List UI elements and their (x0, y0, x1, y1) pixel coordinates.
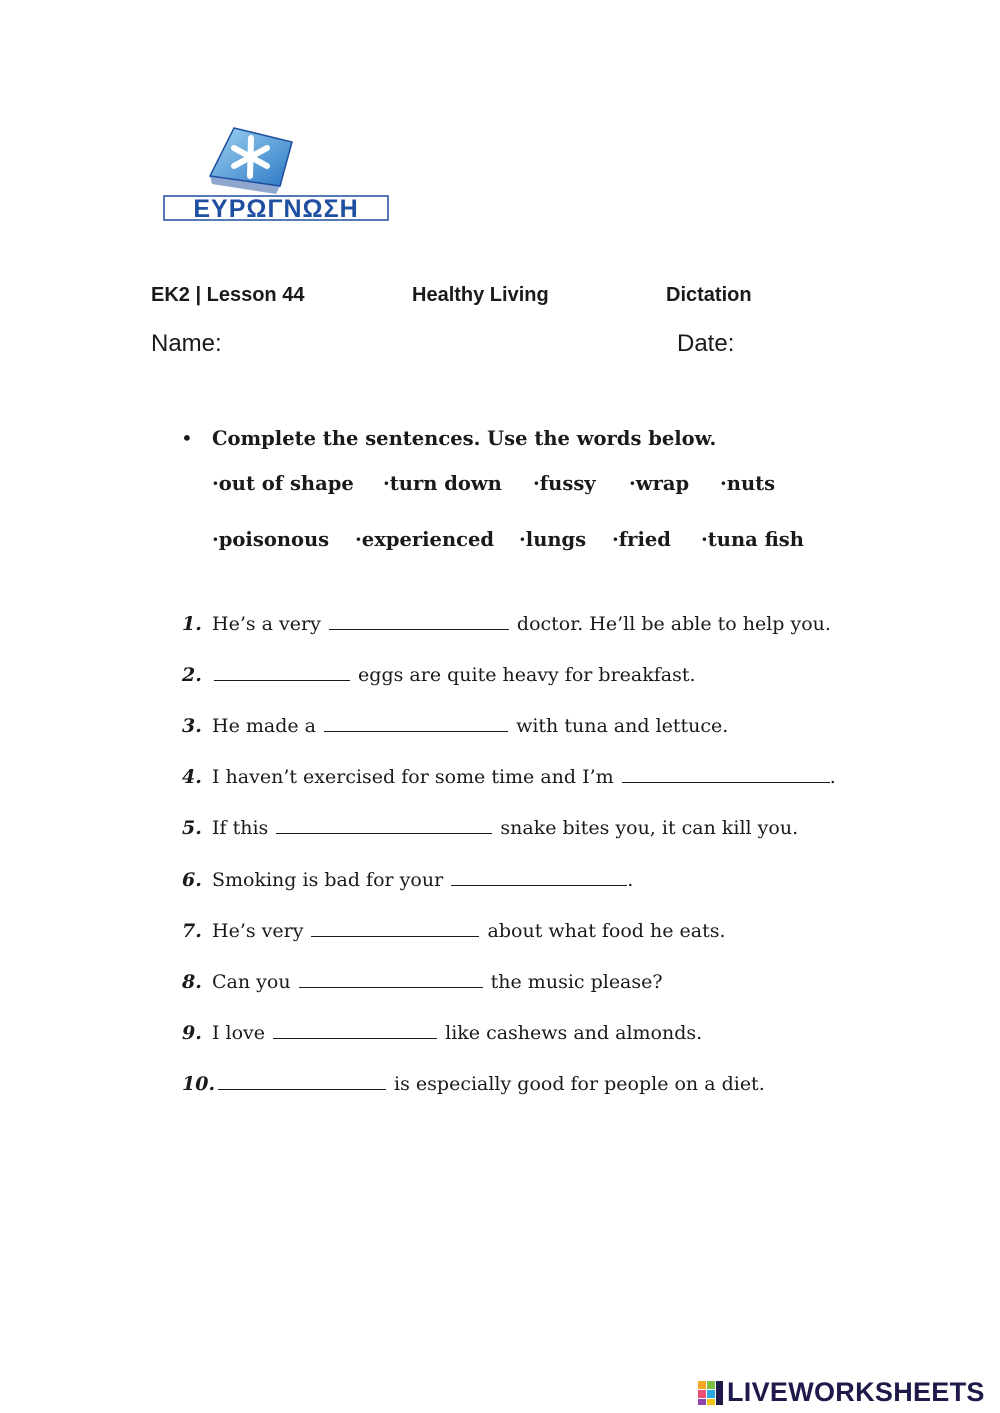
sentence-7 (182, 919, 726, 949)
liveworksheets-brand (697, 1377, 993, 1407)
answer-blank-4[interactable] (622, 765, 830, 783)
answer-blank-6[interactable] (451, 868, 627, 886)
sentence-number: 8. (182, 971, 202, 993)
sentence-number: 7. (182, 920, 202, 942)
bullet-icon: • (181, 426, 193, 450)
logo-text: ΕΥΡΩΓΝΩΣΗ (193, 195, 359, 222)
sentence-number: 2. (182, 664, 202, 686)
sentence-text-before: Smoking is bad for your (212, 869, 444, 891)
sentence-10 (182, 1072, 765, 1102)
sentence-text-before: If this (212, 817, 269, 839)
sentence-text-after: is especially good for people on a diet. (394, 1073, 765, 1095)
sentence-2 (182, 663, 696, 693)
word-bank-item: ·nuts (720, 472, 776, 495)
sentence-text-after: with tuna and lettuce. (516, 715, 729, 737)
sentence-6 (182, 868, 633, 898)
sentence-text-after: about what food he eats. (487, 920, 726, 942)
word-bank-item: ·wrap (629, 472, 690, 495)
sentence-9 (182, 1021, 702, 1051)
name-label: Name: (151, 330, 222, 357)
sentence-number: 4. (182, 766, 202, 788)
brand-text: LIVEWORKSHEETS (727, 1377, 985, 1407)
instruction-text: Complete the sentences. Use the words below. (212, 427, 717, 450)
sentence-text-after: . (627, 869, 634, 891)
word-bank-item: ·out of shape (212, 472, 354, 495)
sentence-text-before: Can you (212, 971, 291, 993)
date-label: Date: (677, 330, 735, 357)
sentence-text-before: I love (212, 1022, 266, 1044)
word-bank-item: ·lungs (519, 528, 587, 551)
sentence-text-after: doctor. He’ll be able to help you. (516, 613, 831, 635)
sentence-number: 10. (182, 1073, 216, 1095)
publisher-logo (162, 124, 390, 222)
word-bank-item: ·fried (612, 528, 671, 551)
sentence-text-after: snake bites you, it can kill you. (500, 817, 799, 839)
sentence-text-before: I haven’t exercised for some time and I’m (212, 766, 614, 788)
sentence-text-after: eggs are quite heavy for breakfast. (358, 664, 696, 686)
sentence-text-after: . (829, 766, 836, 788)
sentence-5 (182, 816, 798, 846)
sentence-text-after: like cashews and almonds. (445, 1022, 703, 1044)
sentence-number: 3. (182, 715, 202, 737)
word-bank-item: ·tuna fish (701, 528, 804, 551)
sentence-number: 5. (182, 817, 202, 839)
word-bank-item: ·experienced (355, 528, 495, 551)
sentence-text-before: He’s a very (212, 613, 321, 635)
answer-blank-9[interactable] (273, 1021, 437, 1039)
sentence-text-before: He made a (212, 715, 316, 737)
sentence-1 (182, 612, 831, 642)
answer-blank-5[interactable] (276, 816, 492, 834)
sentence-text-after: the music please? (490, 971, 663, 993)
answer-blank-1[interactable] (329, 612, 509, 630)
sentence-number: 9. (182, 1022, 202, 1044)
sentence-number: 1. (182, 613, 202, 635)
type-label: Dictation (666, 284, 752, 306)
word-bank-item: ·turn down (383, 472, 502, 495)
sentence-8 (182, 970, 663, 1000)
answer-blank-7[interactable] (311, 919, 479, 937)
topic-label: Healthy Living (412, 284, 549, 306)
sentence-text-before: He’s very (212, 920, 304, 942)
liveworksheets-logo-icon (697, 1377, 725, 1407)
course-label: EK2 | Lesson 44 (151, 284, 305, 306)
answer-blank-3[interactable] (324, 714, 508, 732)
answer-blank-8[interactable] (299, 970, 483, 988)
sentence-4 (182, 765, 836, 795)
answer-blank-2[interactable] (214, 663, 350, 681)
word-bank-item: ·poisonous (212, 528, 330, 551)
word-bank-item: ·fussy (533, 472, 596, 495)
answer-blank-10[interactable] (218, 1072, 386, 1090)
sentence-3 (182, 714, 728, 744)
sentence-number: 6. (182, 869, 202, 891)
